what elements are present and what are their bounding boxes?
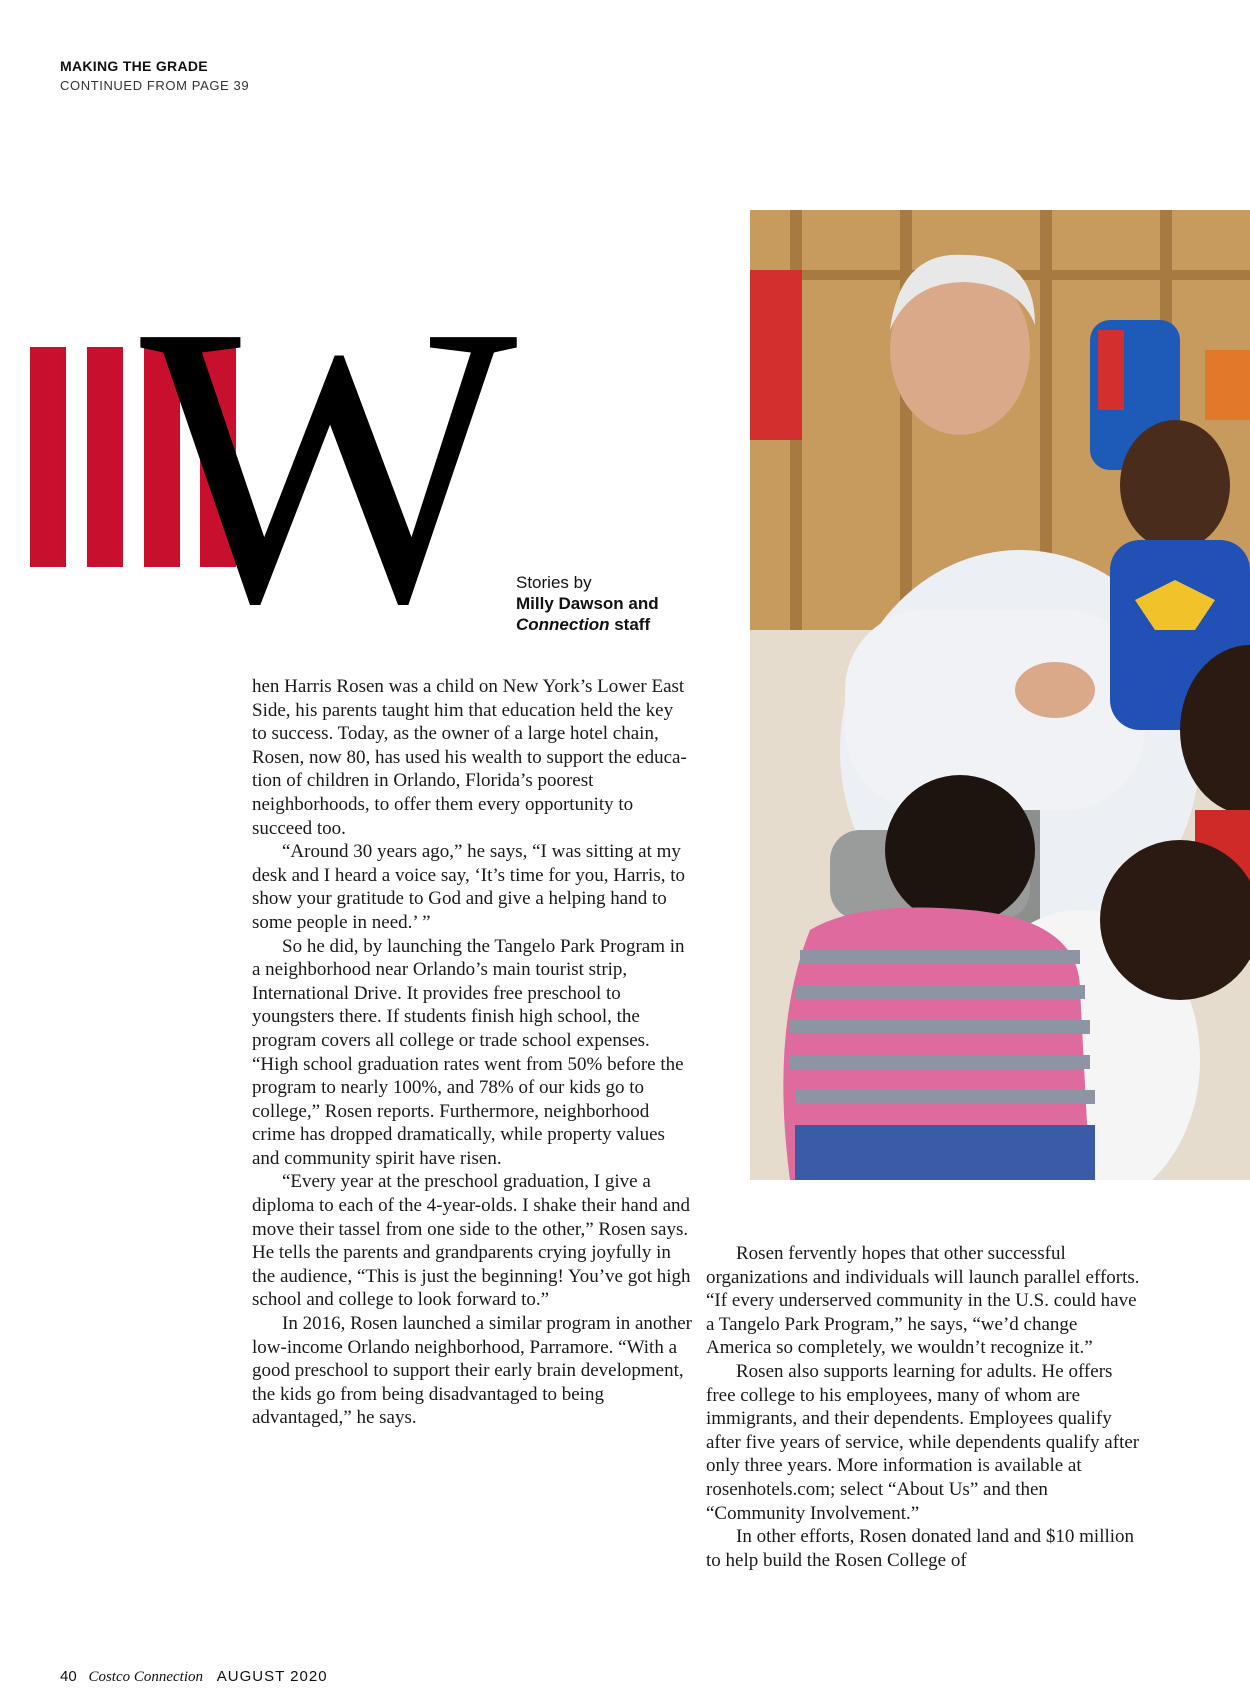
photo-illustration xyxy=(750,210,1250,1180)
continued-note: CONTINUED FROM PAGE 39 xyxy=(60,78,250,93)
byline-suffix: staff xyxy=(609,615,651,634)
article-column-1 xyxy=(252,675,692,1430)
issue-date: AUGUST 2020 xyxy=(216,1668,328,1685)
drop-cap: W xyxy=(140,243,518,686)
page-footer xyxy=(60,1668,328,1686)
article-paragraph: Rosen also supports learning for adults. He offers free college to his employees, many of whom are immigrants, and their dependents. Employees qualify after five years of service, while dependents qualify after only three years. More information is available at rosenhotels.com; select “About Us” and then “Community Involvement.” xyxy=(706,1360,1140,1524)
article-paragraph: In other efforts, Rosen donated land and $10 million to help build the Rosen College of xyxy=(706,1526,1135,1571)
article-photo xyxy=(750,210,1250,1180)
magazine-name: Costco Connection xyxy=(88,1669,204,1685)
article-paragraph: hen Harris Rosen was a child on New York’s Lower East Side, his parents taught him that education held the key to success. Today, as the owner of a large hotel chain, Rosen, now 80, has used his wealth to support the educa-tion of children in Orlando, Florida’s poorest neighborhoods, to offer them every opportunity to succeed too. xyxy=(252,676,687,839)
article-paragraph: “Around 30 years ago,” he says, “I was sitting at my desk and I heard a voice say, ‘It’s time for you, Harris, to show your gratitude to God and give a helping hand to some people in need.’ ” xyxy=(252,841,685,933)
byline xyxy=(516,572,716,635)
article-paragraph: In 2016, Rosen launched a similar program in another low-income Orlando neighborhood, Parramore. “With a good preschool to support their early brain development, the kids go from being disadvantaged to being advantaged,” he says. xyxy=(252,1313,692,1429)
byline-authors xyxy=(516,593,716,635)
article-column-2 xyxy=(706,1242,1146,1572)
byline-prefix: Stories by xyxy=(516,573,592,592)
byline-publication: Connection xyxy=(516,615,610,634)
byline-author-names: Milly Dawson and xyxy=(516,594,659,613)
red-bar xyxy=(87,347,123,567)
article-paragraph: Rosen fervently hopes that other successful organizations and individuals will launch parallel efforts. “If every underserved community in the U.S. could have a Tangelo Park Program,” he says, “we’d change America so completely, we wouldn’t recognize it.” xyxy=(706,1243,1140,1359)
page-number: 40 xyxy=(60,1668,77,1685)
section-label: MAKING THE GRADE xyxy=(60,58,208,74)
article-paragraph: So he did, by launching the Tangelo Park Program in a neighborhood near Orlando’s main tourist strip, International Drive. It provides free preschool to youngsters there. If students finish high school, the program covers all college or trade school expenses. “High school graduation rates went from 50% before the program to nearly 100%, and 78% of our kids go to college,” Rosen reports. Furthermore, neighborhood crime has dropped dramatically, while property values and community spirit have risen. xyxy=(252,935,685,1169)
red-bar xyxy=(30,347,66,567)
article-paragraph: “Every year at the preschool graduation, I give a diploma to each of the 4-year-olds. I shake their hand and move their tassel from one side to the other,” Rosen says. He tells the parents and grandparents crying joyfully in the audience, “This is just the beginning! You’ve got high school and college to look forward to.” xyxy=(252,1171,691,1311)
